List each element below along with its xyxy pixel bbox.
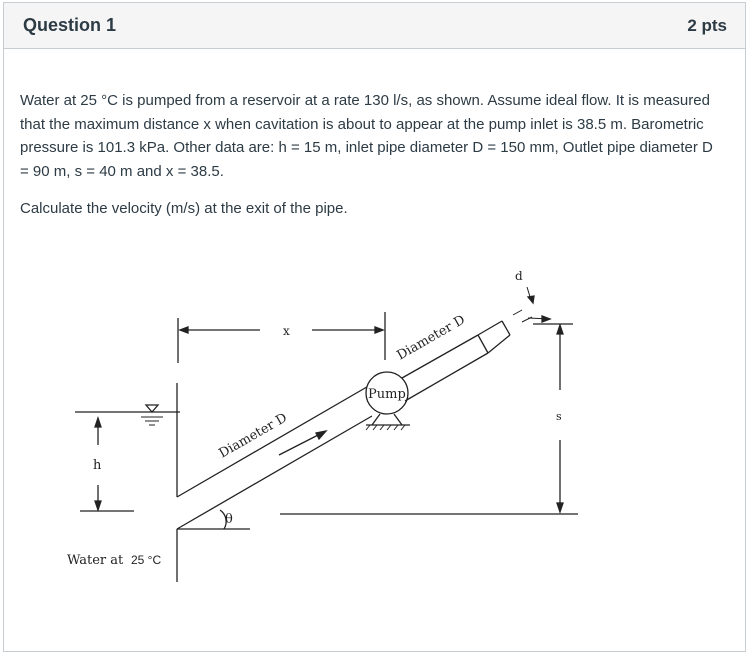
question-points: 2 pts bbox=[687, 15, 727, 35]
question-text bbox=[20, 89, 725, 221]
question-title: Question 1 bbox=[23, 15, 117, 35]
question-header bbox=[4, 3, 745, 49]
label-diameter-lower: Diameter D bbox=[216, 410, 290, 462]
nozzle-top bbox=[478, 321, 502, 335]
question-paragraph-1: Water at 25 °C is pumped from a reservoir at a rate 130 l/s, as shown. Assume ideal flow. It is measured that the maximum distance x when cavitation is about to appear at the pump inlet is 38.5 m. Barometric pressure is 101.3 kPa. Other data are: h = 15 m, inlet pipe diameter D = 150 mm, Outlet pipe diameter D = 90 m, s = 40 m and x = 38.5. bbox=[20, 92, 713, 180]
water-temp: 25 °C bbox=[131, 553, 162, 567]
flow-arrow bbox=[279, 433, 322, 455]
label-pump: Pump bbox=[368, 387, 406, 402]
label-d: d bbox=[515, 269, 523, 283]
label-theta: θ bbox=[225, 512, 233, 527]
water-label: Water at bbox=[67, 553, 124, 568]
x-arrowhead-left bbox=[180, 327, 188, 333]
x-arrowhead-right bbox=[375, 327, 383, 333]
pipe-bottom-upper bbox=[405, 353, 488, 401]
nozzle-bottom bbox=[488, 335, 510, 353]
pump-diagram bbox=[0, 260, 749, 590]
nozzle-exit bbox=[502, 321, 510, 335]
label-x: x bbox=[283, 324, 290, 338]
question-paragraph-2: Calculate the velocity (m/s) at the exit of the pipe. bbox=[20, 200, 348, 217]
label-s: s bbox=[556, 410, 562, 423]
water-level-symbol bbox=[146, 405, 158, 412]
label-h: h bbox=[93, 458, 102, 473]
pipe-bottom-lower bbox=[177, 416, 372, 529]
pipe-top-lower bbox=[177, 384, 372, 497]
label-diameter-upper: Diameter D bbox=[394, 312, 468, 364]
